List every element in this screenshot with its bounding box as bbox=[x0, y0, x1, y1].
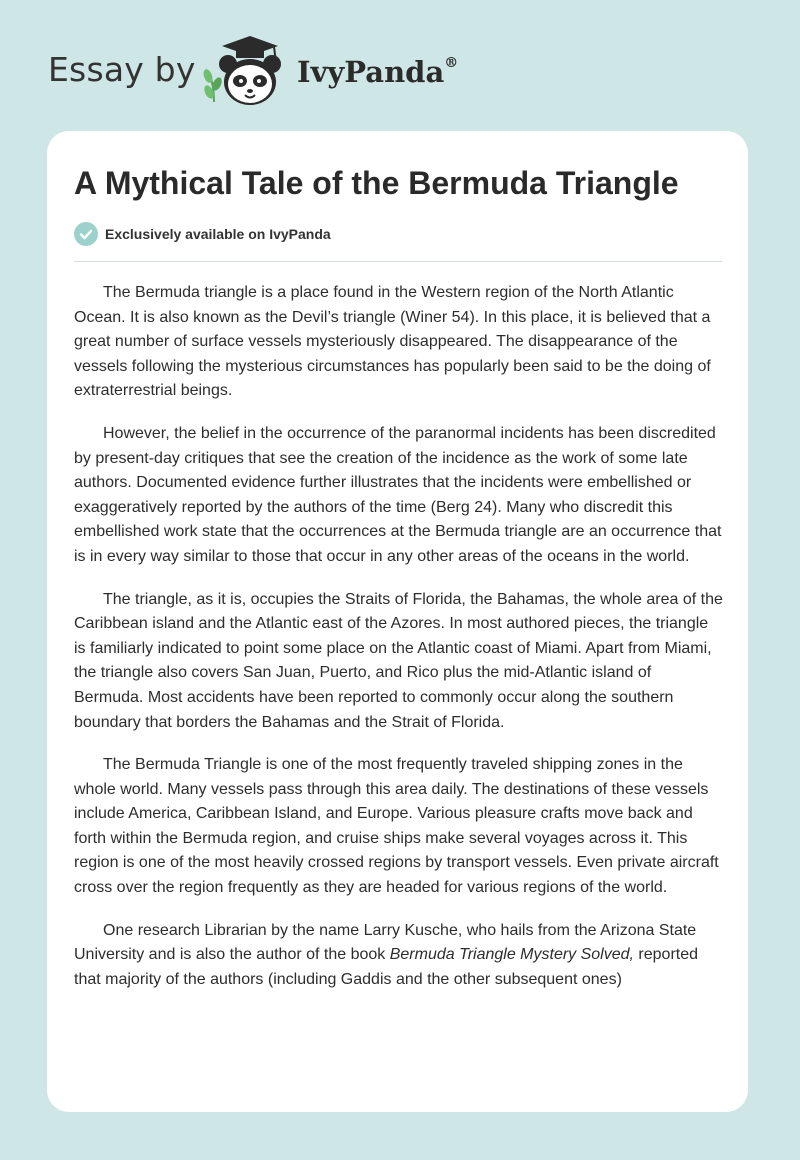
check-icon bbox=[74, 222, 98, 246]
divider bbox=[74, 261, 722, 262]
essay-by-label: Essay by bbox=[48, 50, 196, 89]
exclusive-badge bbox=[74, 222, 331, 246]
badge-label: Exclusively available on IvyPanda bbox=[105, 226, 331, 242]
paragraph: However, the belief in the occurrence of the paranormal incidents has been discredited by present-day critiques that see the creation of the incidence as the work of some late authors. Documented evidence further illustrates that the incidents were embellished or exaggeratively reported by the authors of the time (Berg 24). Many who discredit this embellished work state that the occurrences at the Bermuda triangle are an occurrence that is in every way similar to those that occur in any other areas of the oceans in the world. bbox=[74, 424, 722, 565]
page-title: A Mythical Tale of the Bermuda Triangle bbox=[74, 165, 679, 201]
paragraph: The triangle, as it is, occupies the Straits of Florida, the Bahamas, the whole area of the Caribbean island and the Atlantic east of the Azores. In most authored pieces, the triangle is familiarly indicated to point some place on the Atlantic coast of Miami. Apart from Miami, the triangle also covers San Juan, Puerto, and Rico plus the mid-Atlantic island of Bermuda. Most accidents have been reported to commonly occur along the southern boundary that borders the Bahamas and the Strait of Florida. bbox=[74, 590, 723, 731]
book-title: Bermuda Triangle Mystery Solved, bbox=[389, 946, 634, 964]
essay-body bbox=[74, 281, 724, 1010]
site-header bbox=[0, 0, 800, 130]
paragraph: One research Librarian by the name Larry Kusche, who hails from the Arizona State University and is also the author of the book Bermuda Triangle Mystery Solved, reported that majority of the authors (including Gaddis and the other subsequent ones) bbox=[74, 921, 699, 988]
paragraph: The Bermuda Triangle is one of the most frequently traveled shipping zones in the whole world. Many vessels pass through this area daily. The destinations of these vessels include America, Caribbean Island, and Europe. Various pleasure crafts move back and forth within the Bermuda region, and cruise ships make several voyages across it. This region is one of the most heavily crossed regions by transport vessels. Even private aircraft cross over the region frequently as they are headed for various regions of the world. bbox=[74, 756, 719, 897]
panda-logo-icon[interactable] bbox=[200, 32, 292, 108]
paragraph: The Bermuda triangle is a place found in the Western region of the North Atlantic Ocean. It is also known as the Devil’s triangle (Winer 54). In this place, it is believed that a great number of surface vessels mysteriously disappeared. The disappearance of the vessels following the mysterious circumstances has popularly been said to be the doing of extraterrestrial beings. bbox=[74, 284, 711, 400]
brand-name[interactable]: IvyPanda® bbox=[297, 55, 459, 89]
essay-card bbox=[47, 131, 748, 1112]
